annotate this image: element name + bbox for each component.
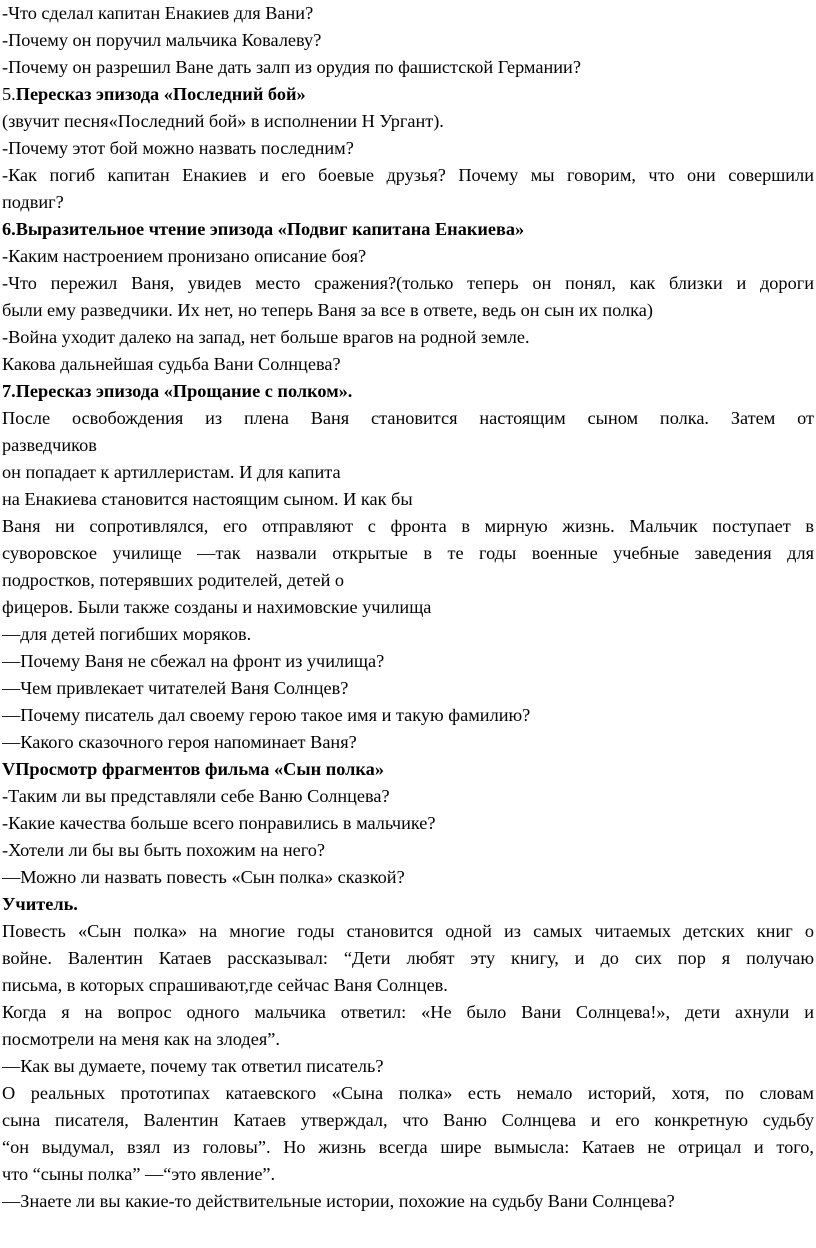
line-text: —Почему Ваня не сбежал на фронт из училища? <box>2 651 385 671</box>
text-line <box>2 243 814 270</box>
line-text: подростков, потерявших родителей, детей о <box>2 570 345 590</box>
text-line <box>2 270 814 297</box>
text-line <box>2 486 814 513</box>
section-heading: Пересказ эпизода «Последний бой» <box>15 84 306 104</box>
line-text: посмотрели на меня как на злодея”. <box>2 1029 280 1049</box>
text-line <box>2 513 814 540</box>
text-line <box>2 594 814 621</box>
line-text: войне. Валентин Катаев рассказывал: “Дети любят эту книгу, и до сих пор я получаю <box>2 948 814 968</box>
line-text: —Как вы думаете, почему так ответил писатель? <box>2 1056 384 1076</box>
text-line <box>2 891 814 918</box>
text-line <box>2 756 814 783</box>
line-text: -Почему этот бой можно назвать последним? <box>2 138 354 158</box>
text-line <box>2 378 814 405</box>
line-text: суворовское училище —так назвали открытые в те годы военные учебные заведения для <box>2 543 814 563</box>
text-line <box>2 621 814 648</box>
text-line <box>2 81 814 108</box>
line-text: -Хотели ли бы вы быть похожим на него? <box>2 840 326 860</box>
line-text: -Как погиб капитан Енакиев и его боевые друзья? Почему мы говорим, что они совершили <box>2 165 814 185</box>
line-text: Когда я на вопрос одного мальчика ответил: «Не было Вани Солнцева!», дети ахнули и <box>2 1002 814 1022</box>
line-number: 5. <box>2 84 16 104</box>
line-text: на Енакиева становится настоящим сыном. И как бы <box>2 489 413 509</box>
line-text: подвиг? <box>2 192 64 212</box>
line-text: После освобождения из плена Ваня становится настоящим сыном полка. Затем от <box>2 408 814 428</box>
line-text: О реальных прототипах катаевского «Сына полка» есть немало историй, хотя, по словам <box>2 1083 814 1103</box>
line-text: были ему разведчики. Их нет, но теперь Ваня за все в ответе, ведь он сын их полка) <box>2 300 653 320</box>
text-line <box>2 972 814 999</box>
line-text: -Какие качества больше всего понравились в мальчике? <box>2 813 436 833</box>
text-line <box>2 702 814 729</box>
line-text: —Знаете ли вы какие-то действительные истории, похожие на судьбу Вани Солнцева? <box>2 1191 675 1211</box>
text-line <box>2 108 814 135</box>
text-line <box>2 540 814 567</box>
text-line <box>2 135 814 162</box>
line-text: —Почему писатель дал своему герою такое имя и такую фамилию? <box>2 705 531 725</box>
text-line <box>2 297 814 324</box>
text-line <box>2 864 814 891</box>
line-text: “он выдумал, взял из головы”. Но жизнь всегда шире вымысла: Катаев не отрицал и того, <box>2 1137 814 1157</box>
text-line <box>2 729 814 756</box>
text-line <box>2 432 814 459</box>
line-text: разведчиков <box>2 435 97 455</box>
line-text: Повесть «Сын полка» на многие годы становится одной из самых читаемых детских книг о <box>2 921 814 941</box>
section-heading: 6.Выразительное чтение эпизода «Подвиг капитана Енакиева» <box>2 219 525 239</box>
text-line <box>2 810 814 837</box>
text-line <box>2 216 814 243</box>
text-line <box>2 1134 814 1161</box>
text-line <box>2 0 814 27</box>
line-text: -Почему он поручил мальчика Ковалеву? <box>2 30 322 50</box>
text-line <box>2 648 814 675</box>
line-text: -Что пережил Ваня, увидев место сражения?(только теперь он понял, как близки и дороги <box>2 273 814 293</box>
line-text: -Таким ли вы представляли себе Ваню Солнцева? <box>2 786 390 806</box>
text-line <box>2 783 814 810</box>
line-text: —для детей погибших моряков. <box>2 624 252 644</box>
text-line <box>2 945 814 972</box>
section-heading: 7.Пересказ эпизода «Прощание с полком». <box>2 381 353 401</box>
text-line <box>2 54 814 81</box>
text-line <box>2 999 814 1026</box>
text-line <box>2 405 814 432</box>
section-heading: VПросмотр фрагментов фильма «Сын полка» <box>2 759 384 779</box>
text-line <box>2 837 814 864</box>
text-line <box>2 27 814 54</box>
text-line <box>2 324 814 351</box>
line-text: -Война уходит далеко на запад, нет больше врагов на родной земле. <box>2 327 530 347</box>
text-line <box>2 189 814 216</box>
line-text: —Какого сказочного героя напоминает Ваня? <box>2 732 357 752</box>
line-text: -Почему он разрешил Ване дать залп из орудия по фашистской Германии? <box>2 57 581 77</box>
line-text: Ваня ни сопротивлялся, его отправляют с фронта в мирную жизнь. Мальчик поступает в <box>2 516 814 536</box>
line-text: письма, в которых спрашивают,где сейчас Ваня Солнцев. <box>2 975 448 995</box>
text-line <box>2 351 814 378</box>
line-text: фицеров. Были также созданы и нахимовские училища <box>2 597 432 617</box>
text-line <box>2 1188 814 1215</box>
text-line <box>2 1161 814 1188</box>
line-text: Какова дальнейшая судьба Вани Солнцева? <box>2 354 341 374</box>
text-line <box>2 1107 814 1134</box>
text-line <box>2 459 814 486</box>
line-text: -Что сделал капитан Енакиев для Вани? <box>2 3 314 23</box>
line-text: -Каким настроением пронизано описание боя? <box>2 246 367 266</box>
line-text: (звучит песня«Последний бой» в исполнении Н Ургант). <box>2 111 444 131</box>
line-text: —Чем привлекает читателей Ваня Солнцев? <box>2 678 349 698</box>
text-line <box>2 567 814 594</box>
line-text: что “сыны полка” —“это явление”. <box>2 1164 276 1184</box>
line-text: —Можно ли назвать повесть «Сын полка» сказкой? <box>2 867 405 887</box>
text-line <box>2 675 814 702</box>
section-heading: Учитель. <box>2 894 78 914</box>
text-line <box>2 162 814 189</box>
text-line <box>2 918 814 945</box>
text-line <box>2 1026 814 1053</box>
line-text: он попадает к артиллеристам. И для капита <box>2 462 341 482</box>
text-line <box>2 1053 814 1080</box>
line-text: сына писателя, Валентин Катаев утверждал, что Ваню Солнцева и его конкретную судьбу <box>2 1110 814 1130</box>
text-line <box>2 1080 814 1107</box>
